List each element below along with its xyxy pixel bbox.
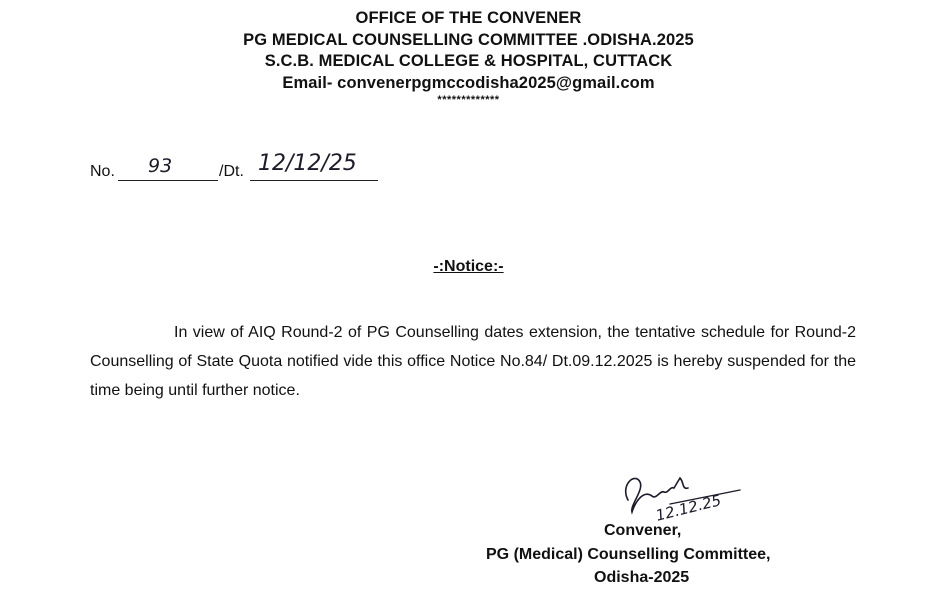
reference-line [90, 151, 390, 188]
notice-body: In view of AIQ Round-2 of PG Counselling dates extension, the tentative schedule for Round-2 Counselling of State Quota notified vide this office Notice No.84/ Dt.09.12.2025 is hereby suspended for the time being until further notice. [90, 324, 856, 399]
ref-date-handwritten: 12/12/25 [258, 151, 357, 176]
notice-heading: -:Notice:- [433, 258, 504, 275]
ref-no-label: No. [90, 163, 115, 180]
ref-date-label: /Dt. [219, 163, 244, 180]
signatory-block [486, 519, 816, 590]
ref-no-handwritten: 93 [148, 155, 173, 177]
ref-date-underline [250, 180, 378, 181]
office-title: OFFICE OF THE CONVENER [355, 9, 582, 27]
separator-stars: ************* [437, 94, 500, 106]
signatory-designation: Convener, [604, 522, 682, 539]
ref-no-underline [118, 180, 218, 181]
signatory-place: Odisha-2025 [594, 569, 690, 586]
signatory-committee: PG (Medical) Counselling Committee, [486, 545, 771, 563]
letterhead [0, 8, 937, 106]
signature-date: 12.12.25 [653, 491, 723, 525]
contact-email: Email- convenerpgmccodisha2025@gmail.com [282, 73, 655, 92]
institution-title: S.C.B. MEDICAL COLLEGE & HOSPITAL, CUTTACK [264, 52, 673, 70]
committee-title: PG MEDICAL COUNSELLING COMMITTEE .ODISHA.2025 [243, 30, 694, 49]
